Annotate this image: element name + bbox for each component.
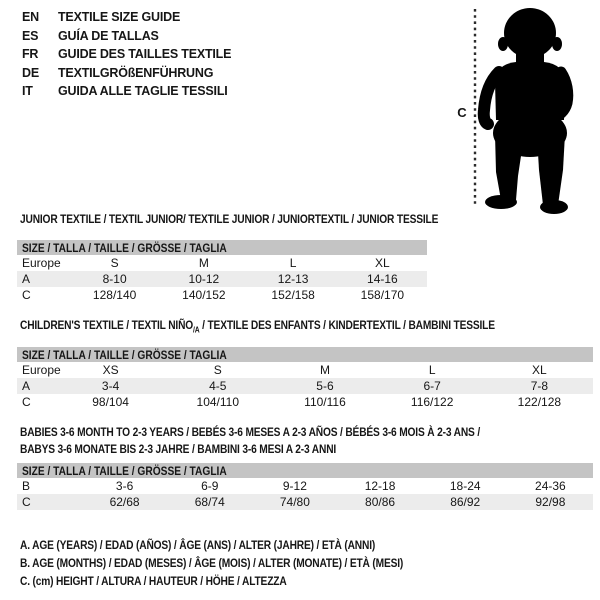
row-label: B	[22, 479, 31, 493]
size-cell: 12-13	[277, 272, 309, 286]
size-cell: 3-6	[115, 479, 134, 493]
size-cell: 24-36	[535, 479, 566, 493]
size-cell: 4-5	[209, 379, 227, 393]
junior-section-title	[20, 211, 438, 228]
size-cell: 18-24	[449, 479, 481, 493]
size-cell: 3-4	[101, 379, 120, 393]
language-title-list	[22, 8, 231, 101]
lang-title: GUIDA ALLE TAGLIE TESSILI	[58, 84, 228, 99]
table-row	[17, 394, 593, 410]
row-label: A	[22, 272, 31, 286]
junior-size-table	[17, 240, 427, 303]
size-cell: XS	[102, 363, 119, 377]
size-cell: M	[319, 363, 330, 377]
lang-code: FR	[22, 47, 39, 62]
size-cell: 116/122	[410, 395, 454, 409]
table-row	[17, 494, 593, 510]
row-label: C	[22, 288, 31, 302]
lang-title: GUÍA DE TALLAS	[58, 28, 159, 43]
size-cell: XL	[375, 256, 390, 270]
lang-row-en	[22, 8, 231, 27]
row-label: C	[22, 395, 31, 409]
lang-code: EN	[22, 10, 39, 25]
size-cell: L	[289, 256, 297, 270]
table-row	[17, 478, 593, 494]
size-cell: 10-12	[188, 272, 220, 286]
lang-row-es	[22, 27, 231, 46]
table-row	[17, 378, 593, 394]
legend-line-a: A. AGE (YEARS) / EDAD (AÑOS) / ÂGE (ANS) / ALTER (JAHRE) / ETÀ (ANNI)	[20, 538, 376, 552]
size-cell: 86/92	[450, 495, 481, 509]
children-title-pre: CHILDREN'S TEXTILE / TEXTIL NIÑO	[20, 318, 194, 332]
size-header-bar: SIZE / TALLA / TAILLE / GRÖSSE / TAGLIA	[17, 240, 427, 255]
size-header-bar: SIZE / TALLA / TAILLE / GRÖSSE / TAGLIA	[17, 463, 593, 478]
size-cell: 92/98	[535, 495, 566, 509]
lang-row-it	[22, 82, 231, 101]
children-title-sub: /A	[193, 325, 200, 335]
lang-code: ES	[22, 28, 39, 43]
table-row	[17, 362, 593, 378]
row-label: Europe	[22, 363, 61, 377]
size-cell: 7-8	[530, 379, 549, 393]
height-measure-label: C	[457, 105, 467, 120]
size-cell: 140/152	[182, 288, 226, 302]
lang-title: TEXTILGRÖßENFÜHRUNG	[58, 65, 214, 80]
size-cell: 122/128	[517, 395, 562, 409]
legend-line-c: C. (cm) HEIGHT / ALTURA / HAUTEUR / HÖHE / ALTEZZA	[20, 574, 287, 588]
lang-code: IT	[22, 84, 33, 99]
baby-silhouette-figure	[468, 6, 585, 214]
size-cell: L	[428, 363, 436, 377]
size-header-bar: SIZE / TALLA / TAILLE / GRÖSSE / TAGLIA	[17, 347, 593, 362]
size-cell: 158/170	[360, 288, 405, 302]
lang-row-de	[22, 64, 231, 83]
size-cell: 152/158	[271, 288, 315, 302]
size-cell: 98/104	[92, 395, 129, 409]
size-cell: 74/80	[279, 495, 310, 509]
row-label: C	[22, 495, 31, 509]
legend	[20, 536, 403, 590]
size-cell: 6-9	[201, 479, 219, 493]
size-cell: 104/110	[196, 395, 240, 409]
row-label: Europe	[22, 256, 61, 270]
size-cell: 68/74	[194, 495, 225, 509]
size-cell: S	[213, 363, 222, 377]
size-cell: 5-6	[316, 379, 334, 393]
children-size-table	[17, 347, 593, 410]
size-cell: 8-10	[102, 272, 127, 286]
size-cell: M	[198, 256, 209, 270]
size-cell: 9-12	[282, 479, 307, 493]
lang-title: GUIDE DES TAILLES TEXTILE	[58, 47, 232, 62]
children-title-post: / TEXTILE DES ENFANTS / KINDERTEXTIL / BAMBINI TESSILE	[199, 318, 495, 332]
legend-line-b: B. AGE (MONTHS) / EDAD (MESES) / ÂGE (MOIS) / ALTER (MONATE) / ETÀ (MESI)	[20, 556, 404, 570]
size-cell: 12-18	[364, 479, 396, 493]
babies-size-table	[17, 463, 593, 510]
babies-section-title	[20, 424, 480, 458]
table-row	[17, 287, 427, 303]
babies-title-line2: BABYS 3-6 MONATE BIS 2-3 JAHRE / BAMBINI 3-6 MESI A 2-3 ANNI	[20, 442, 337, 456]
size-cell: 62/68	[109, 495, 140, 509]
size-cell: XL	[532, 363, 547, 377]
size-cell: 80/86	[365, 495, 396, 509]
size-cell: 6-7	[423, 379, 441, 393]
lang-code: DE	[22, 65, 39, 80]
size-cell: 110/116	[304, 395, 346, 409]
size-cell: 14-16	[367, 272, 398, 286]
babies-title-line1: BABIES 3-6 MONTH TO 2-3 YEARS / BEBÉS 3-6 MESES A 2-3 AÑOS / BÉBÉS 3-6 MOIS À 2-3 ANS /	[20, 425, 481, 439]
baby-silhouette-icon	[484, 8, 568, 214]
lang-title: TEXTILE SIZE GUIDE	[58, 10, 181, 25]
junior-section-title-text: JUNIOR TEXTILE / TEXTIL JUNIOR/ TEXTILE JUNIOR / JUNIORTEXTIL / JUNIOR TESSILE	[20, 212, 439, 226]
row-label: A	[22, 379, 31, 393]
size-cell: S	[110, 256, 119, 270]
size-cell: 128/140	[92, 288, 137, 302]
table-row	[17, 255, 427, 271]
lang-row-fr	[22, 45, 231, 64]
table-row	[17, 271, 427, 287]
children-section-title	[20, 317, 495, 338]
